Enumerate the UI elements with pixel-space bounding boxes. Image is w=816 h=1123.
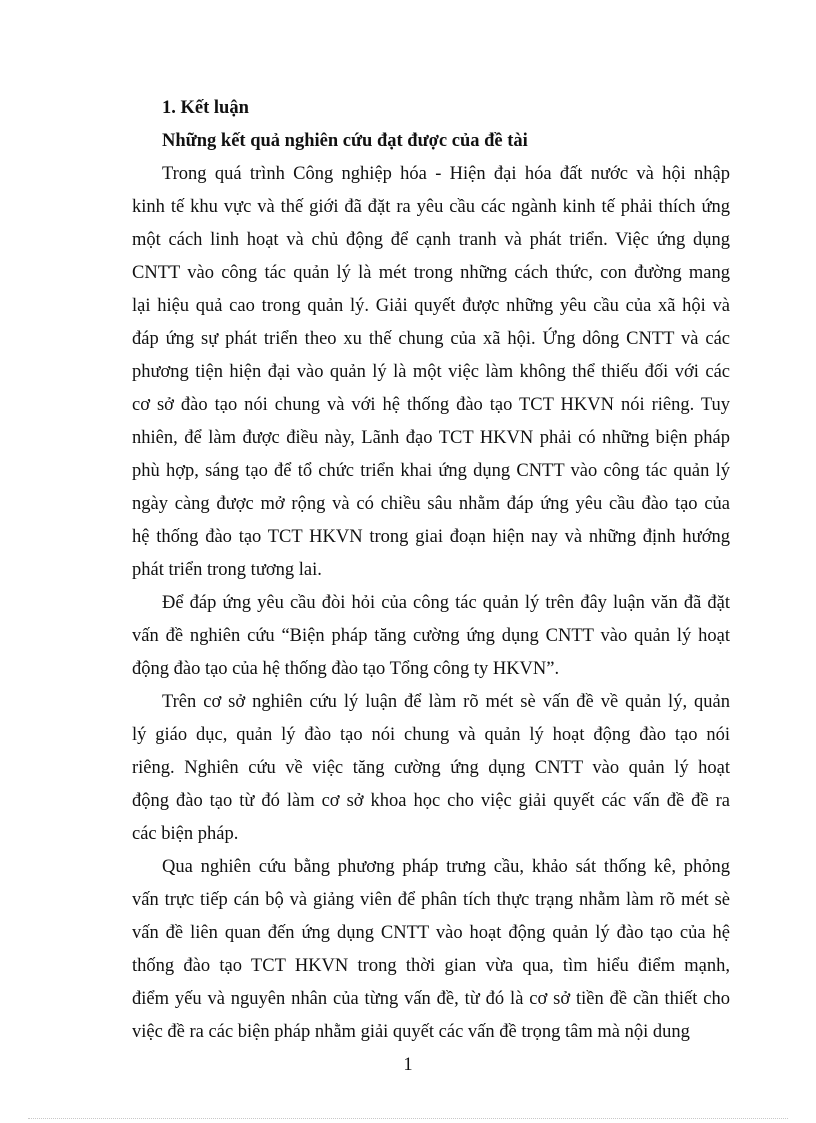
paragraph-line: Qua nghiên cứu bằng phương pháp trưng cầu, khảo sát thống kê, phỏng <box>162 857 730 877</box>
subsection-heading: Những kết quả nghiên cứu đạt được của đề tài <box>162 131 528 151</box>
paragraph-line: ngày càng được mở rộng và có chiều sâu nhằm đáp ứng yêu cầu đào tạo của <box>132 494 730 514</box>
paragraph-line: vấn đề liên quan đến ứng dụng CNTT vào hoạt động quản lý đào tạo của hệ <box>132 923 730 943</box>
paragraph-line: một cách linh hoạt và chủ động để cạnh tranh và phát triển. Việc ứng dụng <box>132 230 730 250</box>
paragraph-line: phù hợp, sáng tạo để tổ chức triển khai ứng dụng CNTT vào công tác quản lý <box>132 461 730 481</box>
paragraph <box>132 587 730 686</box>
paragraph-line: điểm yếu và nguyên nhân của từng vấn đề, từ đó là cơ sở tiền đề cần thiết cho <box>132 989 730 1009</box>
section-heading: 1. Kết luận <box>162 98 249 118</box>
page-number: 1 <box>403 1055 413 1075</box>
page-divider <box>28 1118 788 1119</box>
paragraph-line: động đào tạo từ đó làm cơ sở khoa học cho việc giải quyết các vấn đề đề ra <box>132 791 730 811</box>
paragraph-line: cơ sở đào tạo nói chung và với hệ thống đào tạo TCT HKVN nói riêng. Tuy <box>132 395 730 415</box>
paragraph-line: lại hiệu quả cao trong quản lý. Giải quyết được những yêu cầu của xã hội và <box>132 296 730 316</box>
paragraph-line: thống đào tạo TCT HKVN trong thời gian vừa qua, tìm hiểu điểm mạnh, <box>132 956 730 976</box>
paragraph-line: các biện pháp. <box>132 824 239 844</box>
paragraph-line: Trên cơ sở nghiên cứu lý luận để làm rõ mét sè vấn đề về quản lý, quản <box>162 692 730 712</box>
paragraph-line: phương tiện hiện đại vào quản lý là một việc làm không thể thiếu đối với các <box>132 362 730 382</box>
paragraph <box>132 158 730 587</box>
paragraph-line: CNTT vào công tác quản lý là mét trong những cách thức, con đường mang <box>132 263 730 283</box>
paragraph-line: động đào tạo của hệ thống đào tạo Tổng công ty HKVN”. <box>132 659 560 679</box>
paragraph-line: lý giáo dục, quản lý đào tạo nói chung và quản lý hoạt động đào tạo nói <box>132 725 730 745</box>
paragraph-line: riêng. Nghiên cứu về việc tăng cường ứng dụng CNTT vào quản lý hoạt <box>132 758 730 778</box>
paragraph-line: hệ thống đào tạo TCT HKVN trong giai đoạn hiện nay và những định hướng <box>132 527 730 547</box>
paragraph <box>132 686 730 851</box>
paragraphs-container <box>132 158 730 1049</box>
paragraph-line: phát triển trong tương lai. <box>132 560 322 580</box>
paragraph-line: kinh tế khu vực và thế giới đã đặt ra yêu cầu các ngành kinh tế phải thích ứng <box>132 197 730 217</box>
paragraph <box>132 851 730 1049</box>
paragraph-line: đáp ứng sự phát triển theo xu thế chung của xã hội. Ứng dông CNTT và các <box>132 329 730 349</box>
paragraph-line: vấn trực tiếp cán bộ và giảng viên để phân tích thực trạng nhằm làm rõ mét sè <box>132 890 730 910</box>
document-body <box>132 92 730 1049</box>
paragraph-line: vấn đề nghiên cứu “Biện pháp tăng cường ứng dụng CNTT vào quản lý hoạt <box>132 626 730 646</box>
paragraph-line: Trong quá trình Công nghiệp hóa - Hiện đại hóa đất nước và hội nhập <box>162 164 730 184</box>
paragraph-line: nhiên, để làm được điều này, Lãnh đạo TCT HKVN phải có những biện pháp <box>132 428 730 448</box>
paragraph-line: việc đề ra các biện pháp nhằm giải quyết các vấn đề trọng tâm mà nội dung <box>132 1022 690 1042</box>
paragraph-line: Để đáp ứng yêu cầu đòi hỏi của công tác quản lý trên đây luận văn đã đặt <box>162 593 730 613</box>
